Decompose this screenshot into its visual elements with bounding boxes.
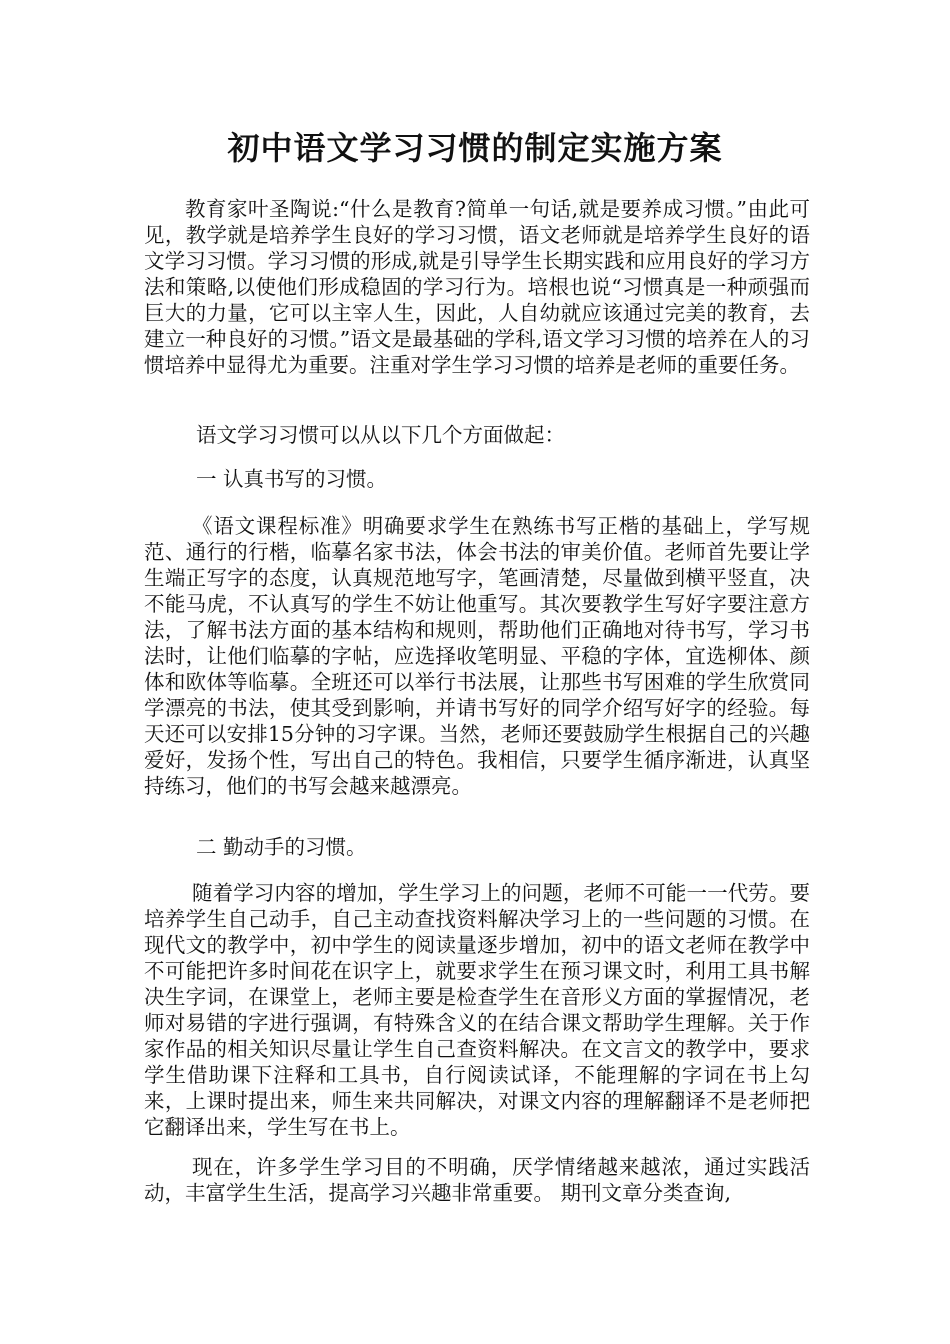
section-heading-hands-on: 二 勤动手的习惯。 bbox=[196, 835, 367, 859]
paragraph-intro: 教育家叶圣陶说:“什么是教育?简单一句话,就是要养成习惯。”由此可见，教学就是培养学生良好的学习习惯，语文老师就是培养学生良好的语文学习习惯。学习习惯的形成,就是引导学生长期实践和应用良好的学习方法和策略,以使他们形成稳固的学习行为。培根也说“习惯真是一种顽强而巨大的力量，它可以主宰人生，因此，人自幼就应该通过完美的教育，去建立一种良好的习惯。”语文是最基础的学科,语文学习习惯的培养在人的习惯培养中显得尤为重要。注重对学生学习习惯的培养是老师的重要任务。 bbox=[144, 197, 810, 377]
section-heading-writing: 一 认真书写的习惯。 bbox=[196, 467, 388, 491]
paragraph-hands-on: 随着学习内容的增加，学生学习上的问题，老师不可能一一代劳。要培养学生自己动手，自己主动查找资料解决学习上的一些问题的习惯。在现代文的教学中，初中学生的阅读量逐步增加，初中的语文老师在教学中不可能把许多时间花在识字上，就要求学生在预习课文时，利用工具书解决生字词，在课堂上，老师主要是检查学生在音形义方面的掌握情况，老师对易错的字进行强调，有特殊含义的在结合课文帮助学生理解。关于作家作品的相关知识尽量让学生自己查资料解决。在文言文的教学中，要求学生借助课下注释和工具书，自行阅读试译，不能理解的字词在书上勾来，上课时提出来，师生来共同解决，对课文内容的理解翻译不是老师把它翻译出来，学生写在书上。 bbox=[144, 881, 810, 1139]
paragraph-writing: 《语文课程标准》明确要求学生在熟练书写正楷的基础上，学写规范、通行的行楷，临摹名家书法，体会书法的审美价值。老师首先要让学生端正写字的态度，认真规范地写字，笔画清楚，尽量做到横平竖直，决不能马虎，不认真写的学生不妨让他重写。其次要教学生写好字要注意方法，了解书法方面的基本结构和规则，帮助他们正确地对待书写，学习书法时，让他们临摹的字帖，应选择收笔明显、平稳的字体，宜选柳体、颜体和欧体等临摹。全班还可以举行书法展，让那些书写困难的学生欣赏同学漂亮的书法，使其受到影响，并请书写好的同学介绍写好字的经验。每天还可以安排15分钟的习字课。当然，老师还要鼓励学生根据自己的兴趣爱好，发扬个性，写出自己的特色。我相信，只要学生循序渐进，认真坚持练习，他们的书写会越来越漂亮。 bbox=[144, 514, 810, 798]
paragraph-overview: 语文学习习惯可以从以下几个方面做起： bbox=[196, 423, 565, 447]
paragraph-activities: 现在，许多学生学习目的不明确，厌学情绪越来越浓，通过实践活动，丰富学生生活，提高学习兴趣非常重要。 期刊文章分类查询, bbox=[144, 1155, 810, 1205]
document-title: 初中语文学习习惯的制定实施方案 bbox=[227, 129, 723, 167]
